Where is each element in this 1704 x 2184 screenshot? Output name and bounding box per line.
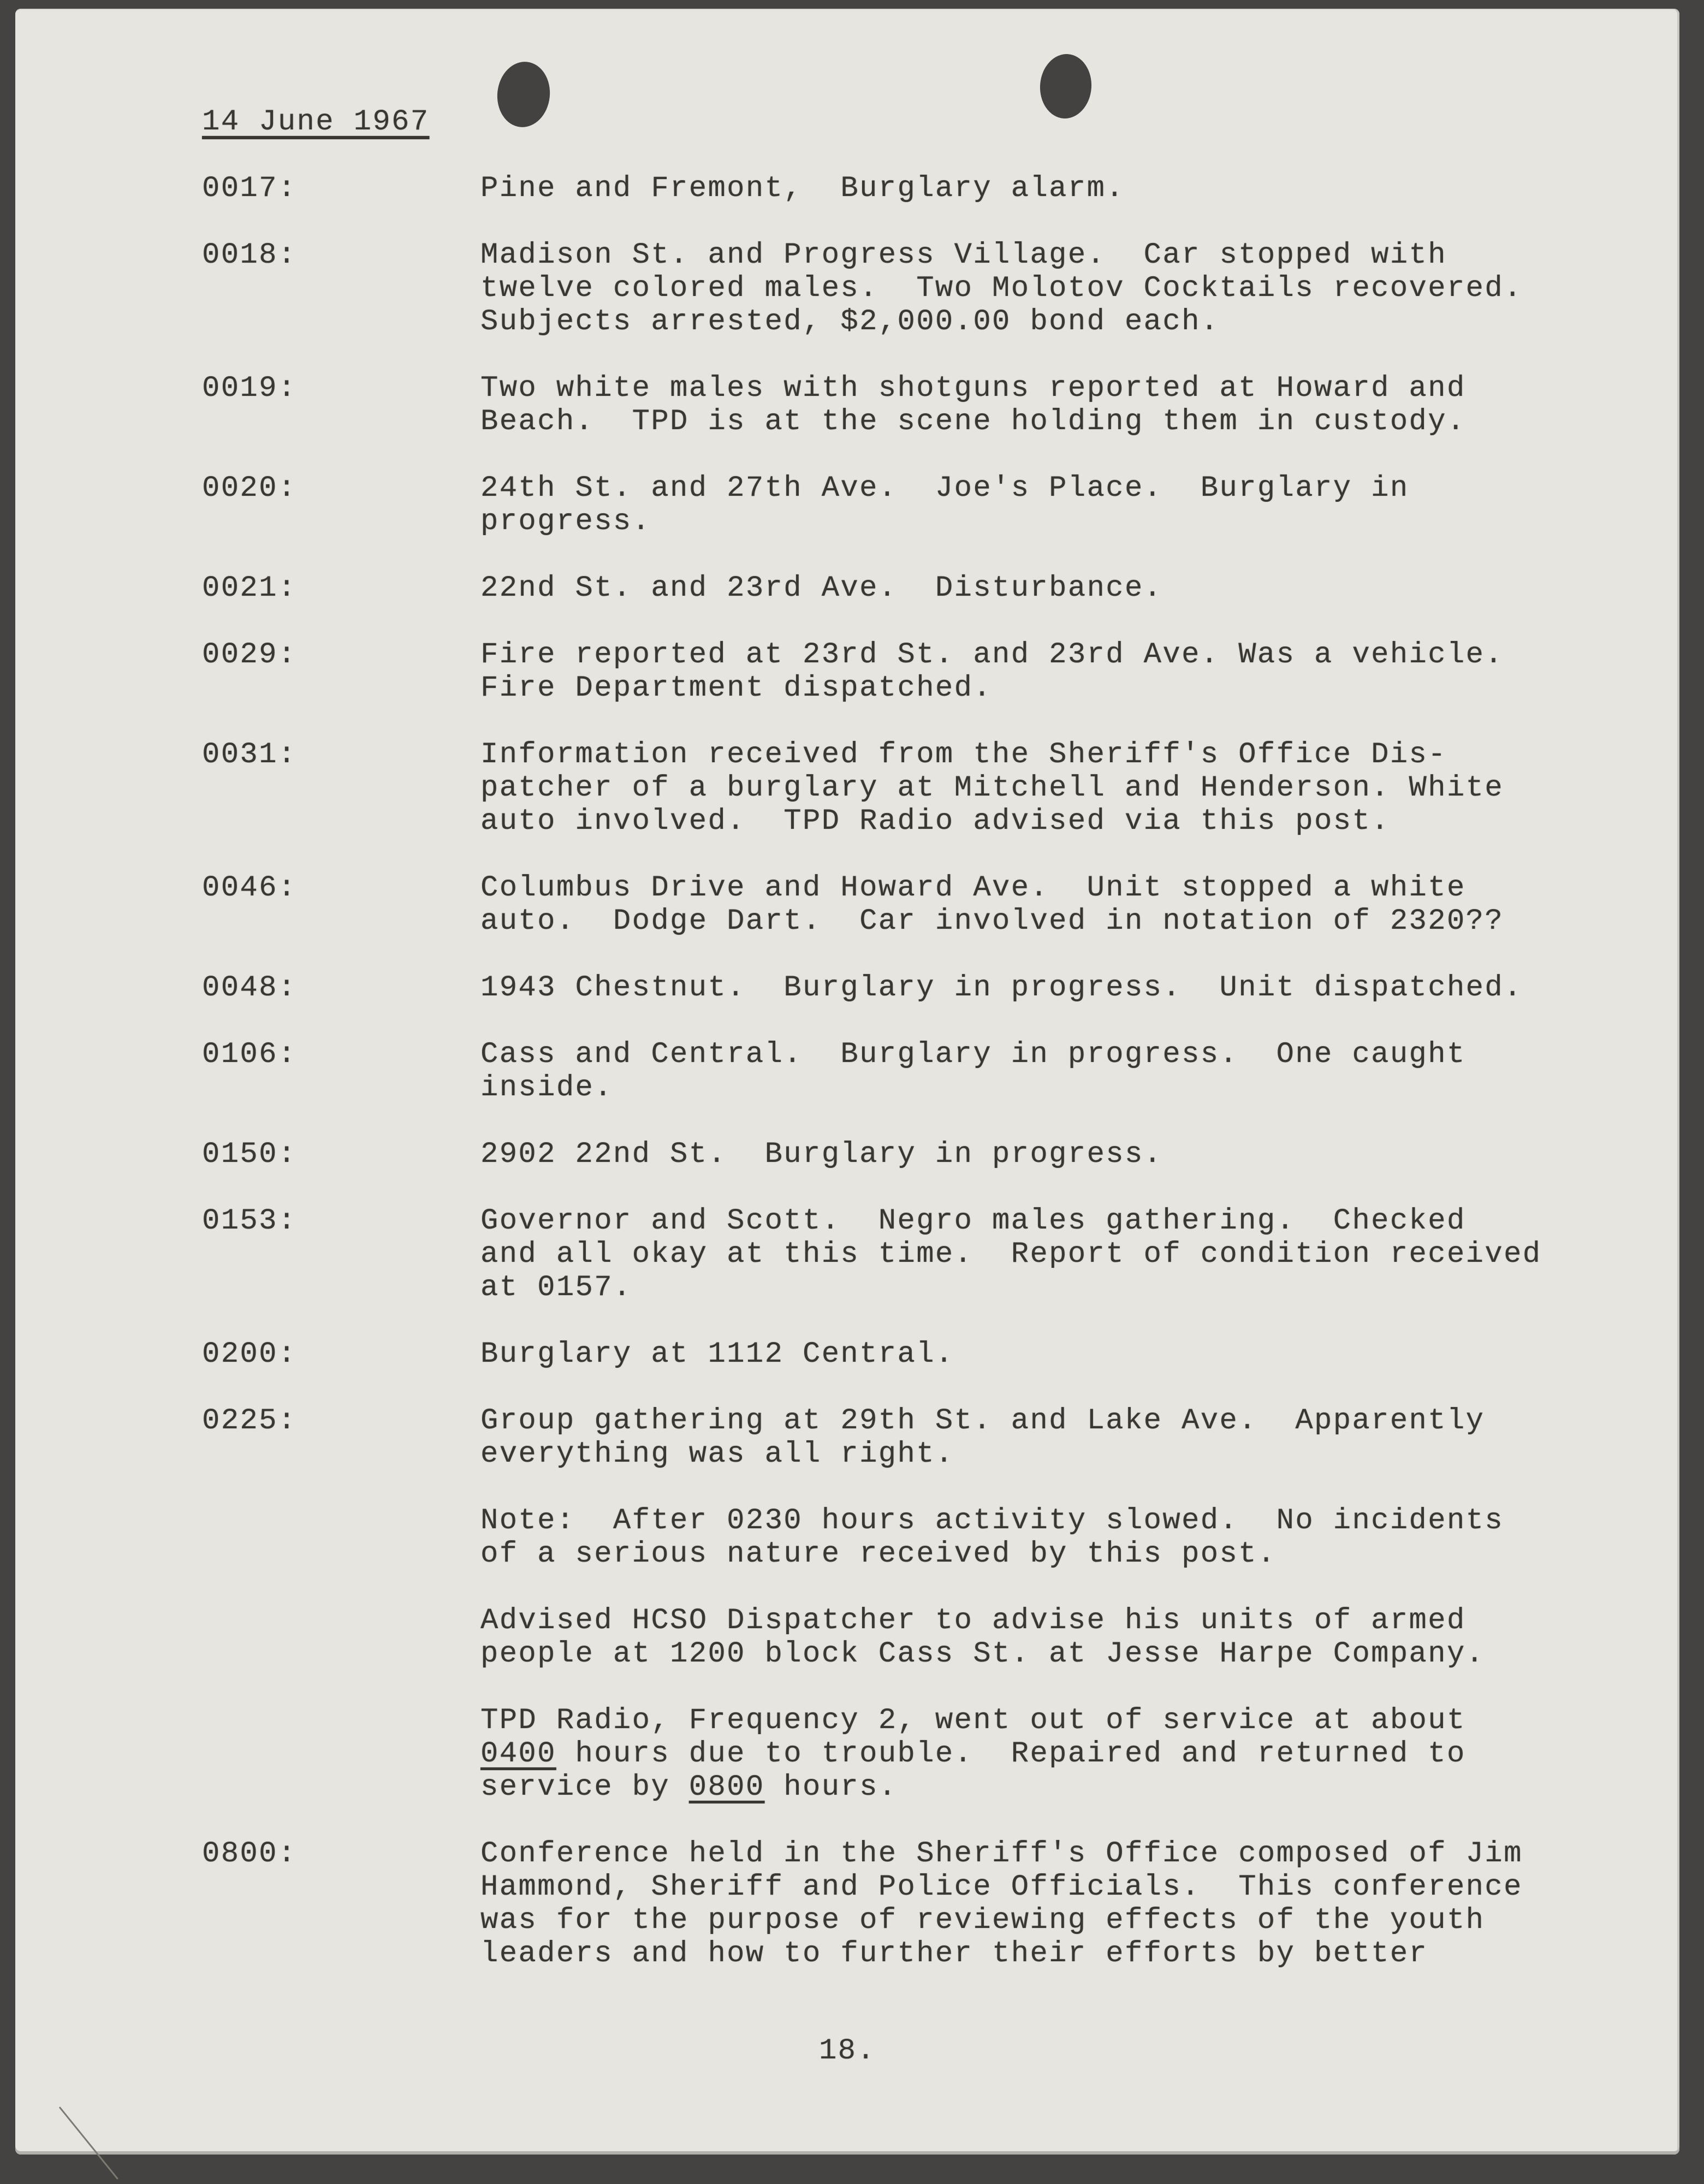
date-header-text: 14 June 1967 — [202, 105, 430, 139]
entry-line: Beach. TPD is at the scene holding them in custody. — [480, 405, 1466, 438]
entry-text — [480, 1504, 1679, 1571]
entry-line: Hammond, Sheriff and Police Officials. This conference — [480, 1871, 1523, 1904]
log-entry — [15, 1604, 1679, 1671]
log-entry — [15, 1404, 1679, 1471]
entry-time — [202, 1704, 480, 1804]
entry-line: inside. — [480, 1071, 613, 1105]
underlined-text: 0400 — [480, 1737, 556, 1771]
entry-time: 0029: — [202, 638, 297, 672]
entry-line: Madison St. and Progress Village. Car stopped with — [480, 239, 1447, 272]
entry-time: 0048: — [202, 971, 297, 1005]
entry-line: Cass and Central. Burglary in progress. One caught — [480, 1038, 1466, 1071]
entry-text — [480, 1404, 1679, 1471]
entry-text — [480, 1038, 1679, 1105]
log-entry — [15, 738, 1679, 838]
entry-line: twelve colored males. Two Molotov Cocktails recovered. — [480, 272, 1523, 305]
entry-text — [480, 1138, 1679, 1171]
entry-line: 2902 22nd St. Burglary in progress. — [480, 1138, 1163, 1171]
log-entry — [15, 1038, 1679, 1105]
entry-time: 0800: — [202, 1837, 297, 1871]
log-entry — [15, 172, 1679, 205]
entry-time: 0150: — [202, 1138, 297, 1171]
entry-line: Subjects arrested, $2,000.00 bond each. — [480, 305, 1220, 339]
entry-time: 0106: — [202, 1038, 297, 1071]
entry-time: 0020: — [202, 472, 297, 505]
log-entry — [15, 1704, 1679, 1804]
entry-line: Pine and Fremont, Burglary alarm. — [480, 172, 1125, 205]
entry-time: 0225: — [202, 1404, 297, 1438]
log-entry — [15, 372, 1679, 438]
entry-line: and all okay at this time. Report of condition received — [480, 1238, 1542, 1271]
log-entry — [15, 638, 1679, 705]
entry-line: Burglary at 1112 Central. — [480, 1338, 954, 1371]
entry-line: everything was all right. — [480, 1438, 954, 1471]
log-entry — [15, 1204, 1679, 1304]
entry-text — [480, 871, 1679, 938]
entry-line: 22nd St. and 23rd Ave. Disturbance. — [480, 572, 1163, 605]
entry-line: Advised HCSO Dispatcher to advise his units of armed — [480, 1604, 1466, 1637]
entry-line: Information received from the Sheriff's Office Dis- — [480, 738, 1447, 771]
page-number: 18. — [818, 2034, 876, 2068]
entry-time: 0018: — [202, 239, 297, 272]
underlined-text: 0800 — [688, 1771, 765, 1804]
entry-line: TPD Radio, Frequency 2, went out of service at about — [480, 1704, 1466, 1737]
entry-line: Two white males with shotguns reported at Howard and — [480, 372, 1466, 405]
entry-line: 0400 hours due to trouble. Repaired and returned to — [480, 1737, 1466, 1771]
entry-line: auto. Dodge Dart. Car involved in notation of 2320?? — [480, 905, 1504, 938]
log-entry — [15, 472, 1679, 538]
entry-line: people at 1200 block Cass St. at Jesse Harpe Company. — [480, 1637, 1485, 1671]
entry-text — [480, 638, 1679, 705]
entry-time: 0200: — [202, 1338, 297, 1371]
entry-text — [480, 239, 1679, 339]
entry-line: auto involved. TPD Radio advised via this post. — [480, 805, 1390, 838]
log-entry — [15, 971, 1679, 1005]
entry-time: 0153: — [202, 1204, 297, 1238]
entry-time: 0019: — [202, 372, 297, 405]
entry-text — [480, 1837, 1679, 1971]
entry-time: 0017: — [202, 172, 297, 205]
log-entry — [15, 1338, 1679, 1371]
entry-time — [202, 1604, 480, 1671]
entry-text — [480, 1204, 1679, 1304]
entry-line: Governor and Scott. Negro males gathering. Checked — [480, 1204, 1466, 1238]
entry-line: leaders and how to further their efforts by better — [480, 1937, 1428, 1971]
log-entry — [15, 871, 1679, 938]
document-page — [15, 9, 1679, 2155]
entry-line: 24th St. and 27th Ave. Joe's Place. Burglary in — [480, 472, 1409, 505]
entry-line: Group gathering at 29th St. and Lake Ave. Apparently — [480, 1404, 1485, 1438]
log-entry — [15, 239, 1679, 339]
entry-time: 0031: — [202, 738, 297, 771]
entry-line: Columbus Drive and Howard Ave. Unit stopped a white — [480, 871, 1466, 905]
entry-line: patcher of a burglary at Mitchell and Henderson. White — [480, 771, 1504, 805]
entry-line: was for the purpose of reviewing effects of the youth — [480, 1904, 1485, 1937]
entry-line: service by 0800 hours. — [480, 1771, 898, 1804]
entry-text — [480, 738, 1679, 838]
entry-text — [480, 572, 1679, 605]
entry-text — [480, 1604, 1679, 1671]
entry-line: Conference held in the Sheriff's Office composed of Jim — [480, 1837, 1523, 1871]
entry-line: Fire reported at 23rd St. and 23rd Ave. Was a vehicle. — [480, 638, 1504, 672]
entry-line: at 0157. — [480, 1271, 632, 1304]
log-entry — [15, 1504, 1679, 1571]
entry-text — [480, 472, 1679, 538]
entry-line: progress. — [480, 505, 651, 538]
entry-text — [480, 1704, 1679, 1804]
date-header — [15, 105, 1679, 139]
entry-text — [480, 372, 1679, 438]
entry-time: 0046: — [202, 871, 297, 905]
log-entries — [15, 172, 1679, 1971]
log-entry — [15, 1138, 1679, 1171]
stray-mark — [59, 2106, 118, 2180]
log-entry — [15, 572, 1679, 605]
entry-line: Note: After 0230 hours activity slowed. No incidents — [480, 1504, 1504, 1538]
entry-line: of a serious nature received by this post. — [480, 1538, 1276, 1571]
entry-text — [480, 172, 1679, 205]
page-content — [15, 105, 1679, 2004]
entry-text — [480, 1338, 1679, 1371]
entry-time: 0021: — [202, 572, 297, 605]
entry-text — [480, 971, 1679, 1005]
entry-line: 1943 Chestnut. Burglary in progress. Unit dispatched. — [480, 971, 1523, 1005]
entry-time — [202, 1504, 480, 1571]
log-entry — [15, 1837, 1679, 1971]
entry-line: Fire Department dispatched. — [480, 672, 993, 705]
